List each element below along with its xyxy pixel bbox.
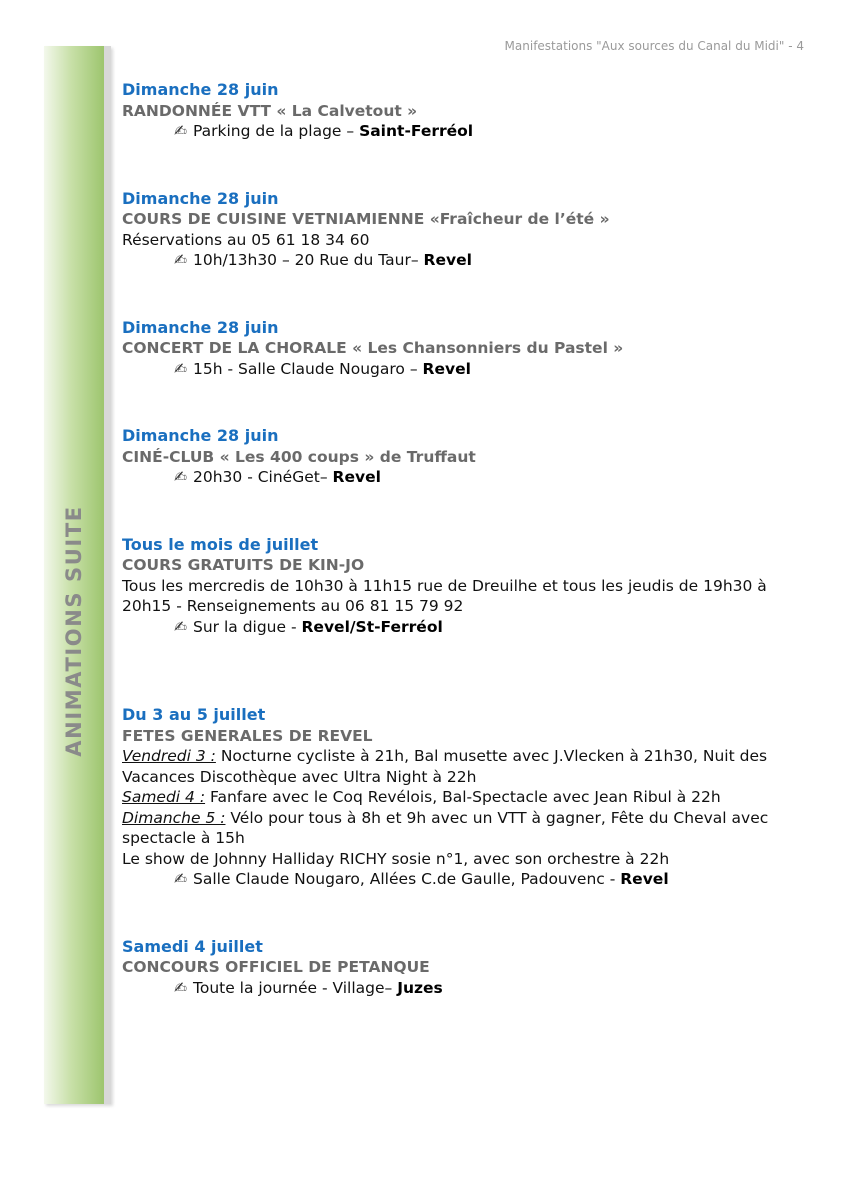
day-text: Fanfare avec le Coq Revélois, Bal-Spectacle avec Jean Ribul à 22h [205, 788, 721, 806]
hand-pointing-icon: ✍ [174, 468, 187, 486]
day-label: Vendredi 3 : [122, 747, 216, 765]
event-detail: Tous les mercredis de 10h30 à 11h15 rue de Dreuilhe et tous les jeudis de 19h30 à 20h15 - Renseignements au 06 81 15 79 92 [122, 576, 767, 615]
location-text: Toute la journée - Village– [193, 978, 398, 997]
hand-pointing-icon: ✍ [174, 251, 187, 269]
event-date: Tous le mois de juillet [122, 534, 319, 554]
event-title: RANDONNÉE VTT « La Calvetout » [122, 101, 418, 120]
location-text: Parking de la plage – [193, 122, 360, 140]
hand-pointing-icon: ✍ [174, 870, 187, 888]
event-location [122, 250, 812, 271]
event-city: Revel [620, 870, 669, 888]
event-title: FETES GENERALES DE REVEL [122, 726, 373, 745]
hand-pointing-icon: ✍ [174, 617, 187, 636]
event-title: CINÉ-CLUB « Les 400 coups » de Truffaut [122, 447, 476, 466]
event-4 [122, 426, 812, 488]
event-detail: Réservations au 05 61 18 34 60 [122, 230, 370, 249]
event-title: CONCOURS OFFICIEL DE PETANQUE [122, 958, 430, 976]
page-header: Manifestations "Aux sources du Canal du Midi" - 4 [504, 39, 804, 53]
location-text: Salle Claude Nougaro, Allées C.de Gaulle, Padouvenc - [193, 870, 621, 888]
hand-pointing-icon: ✍ [174, 359, 187, 378]
event-city: Juzes [397, 978, 443, 997]
location-text: 15h - Salle Claude Nougaro – [193, 359, 423, 378]
event-city: Revel [423, 251, 472, 269]
event-city: Revel [332, 468, 381, 486]
event-2 [122, 189, 812, 271]
event-1 [122, 80, 812, 142]
event-detail: Le show de Johnny Halliday RICHY sosie n°1, avec son orchestre à 22h [122, 849, 670, 868]
sidebar-title-text: ANIMATIONS SUITE [62, 505, 86, 757]
event-location [122, 869, 812, 890]
event-location [122, 467, 812, 488]
day-label: Dimanche 5 : [122, 808, 226, 827]
event-date: Dimanche 28 juin [122, 188, 279, 208]
day-text: Vélo pour tous à 8h et 9h avec un VTT à gagner, Fête du Cheval avec spectacle à 15h [122, 808, 769, 847]
day-label: Samedi 4 : [122, 788, 206, 806]
day-text: Nocturne cycliste à 21h, Bal musette avec J.Vlecken à 21h30, Nuit des Vacances Discothèque avec Ultra Night à 22h [122, 747, 768, 786]
event-7 [122, 937, 812, 999]
event-3 [122, 318, 812, 380]
event-location [122, 617, 812, 638]
event-date: Du 3 au 5 juillet [122, 705, 266, 724]
events-list [122, 80, 812, 998]
event-title: CONCERT DE LA CHORALE « Les Chansonniers du Pastel » [122, 339, 624, 357]
event-day-line [122, 808, 812, 849]
location-text: Sur la digue - [193, 617, 302, 636]
event-city: Revel [422, 359, 471, 378]
sidebar-title [44, 46, 104, 1104]
event-day-line [122, 787, 812, 808]
event-5 [122, 535, 812, 638]
event-title: COURS DE CUISINE VETNIAMIENNE «Fraîcheur de l’été » [122, 210, 610, 228]
event-date: Dimanche 28 juin [122, 80, 279, 99]
event-city: Saint-Ferréol [359, 122, 474, 140]
sidebar-band [44, 46, 111, 1104]
event-date: Dimanche 28 juin [122, 426, 279, 445]
event-location [122, 359, 812, 380]
event-location [122, 978, 812, 999]
location-text: 20h30 - CinéGet– [193, 468, 333, 486]
hand-pointing-icon: ✍ [174, 122, 187, 140]
event-day-line [122, 746, 812, 787]
event-city: Revel/St-Ferréol [301, 617, 443, 636]
hand-pointing-icon: ✍ [174, 978, 187, 997]
event-location [122, 121, 812, 142]
event-6 [122, 705, 812, 890]
event-date: Samedi 4 juillet [122, 936, 263, 956]
location-text: 10h/13h30 – 20 Rue du Taur– [193, 251, 424, 269]
event-title: COURS GRATUITS DE KIN-JO [122, 556, 365, 574]
event-date: Dimanche 28 juin [122, 317, 279, 337]
